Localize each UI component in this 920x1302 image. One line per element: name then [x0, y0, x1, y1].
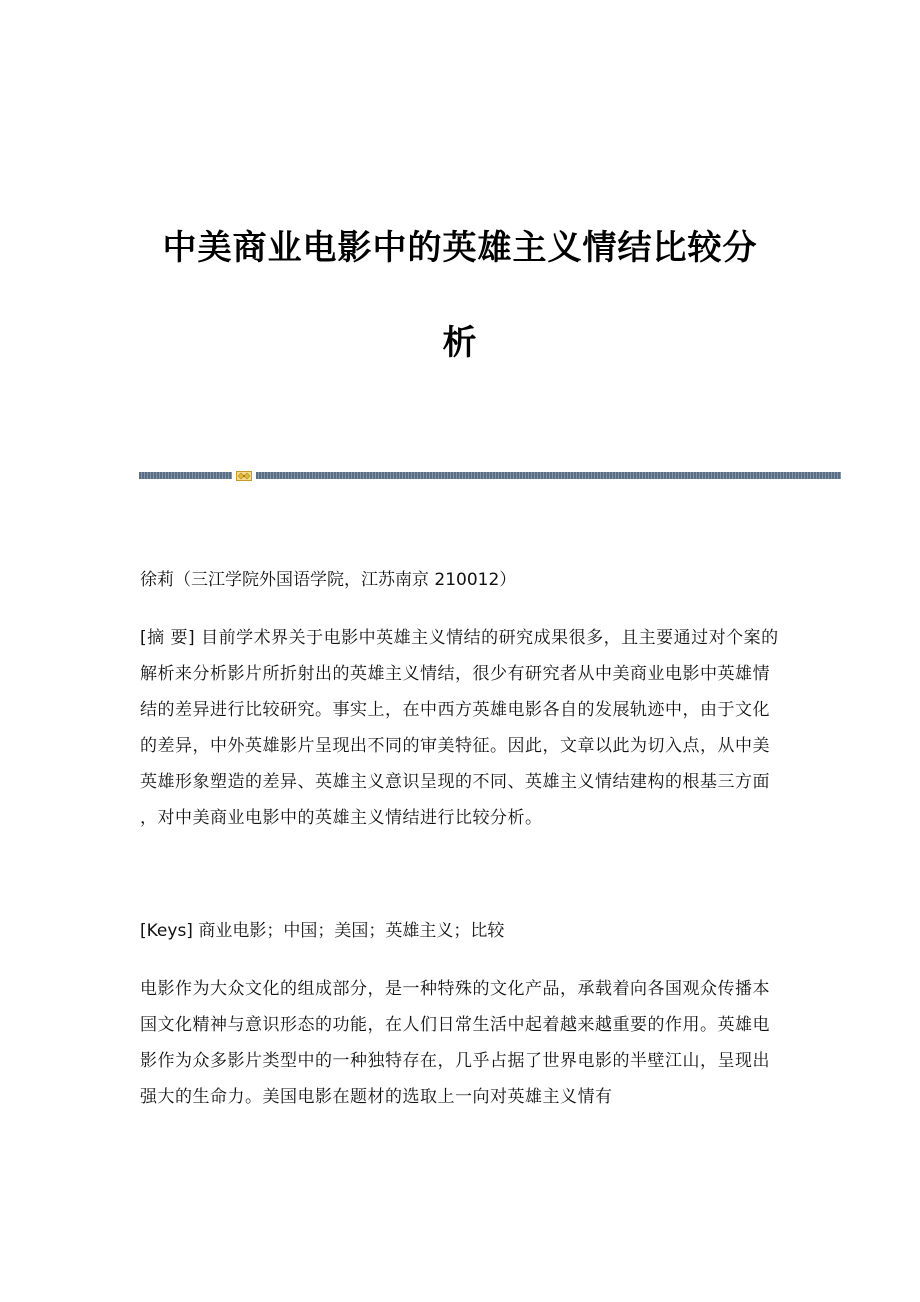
divider-bar-left	[139, 472, 232, 479]
author-affiliation: 徐莉（三江学院外国语学院，江苏南京 210012）	[140, 570, 517, 590]
body-paragraph: 电影作为大众文化的组成部分，是一种特殊的文化产品，承载着向各国观众传播本国文化精神与意识形态的功能，在人们日常生活中起着越来越重要的作用。英雄电影作为众多影片类型中的一种独特存在，几乎占据了世界电影的半壁江山，呈现出强大的生命力。美国电影在题材的选取上一向对英雄主义情有	[140, 979, 770, 1107]
abstract-paragraph: [摘 要] 目前学术界关于电影中英雄主义情结的研究成果很多，且主要通过对个案的解析来分析影片所折射出的英雄主义情结，很少有研究者从中美商业电影中英雄情结的差异进行比较研究。事实上，在中西方英雄电影各自的发展轨迹中，由于文化的差异，中外英雄影片呈现出不同的审美特征。因此，文章以此为切入点，从中美英雄形象塑造的差异、英雄主义意识呈现的不同、英雄主义情结建构的根基三方面，对中美商业电影中的英雄主义情结进行比较分析。	[140, 628, 779, 828]
keywords-line: [Keys] 商业电影；中国；美国；英雄主义；比较	[140, 921, 505, 941]
document-title-line-1: 中美商业电影中的英雄主义情结比较分	[162, 228, 758, 268]
title-divider	[139, 471, 841, 481]
document-title-line-2: 析	[442, 323, 478, 363]
divider-ornament-icon	[236, 471, 252, 481]
divider-bar-right	[256, 472, 841, 479]
